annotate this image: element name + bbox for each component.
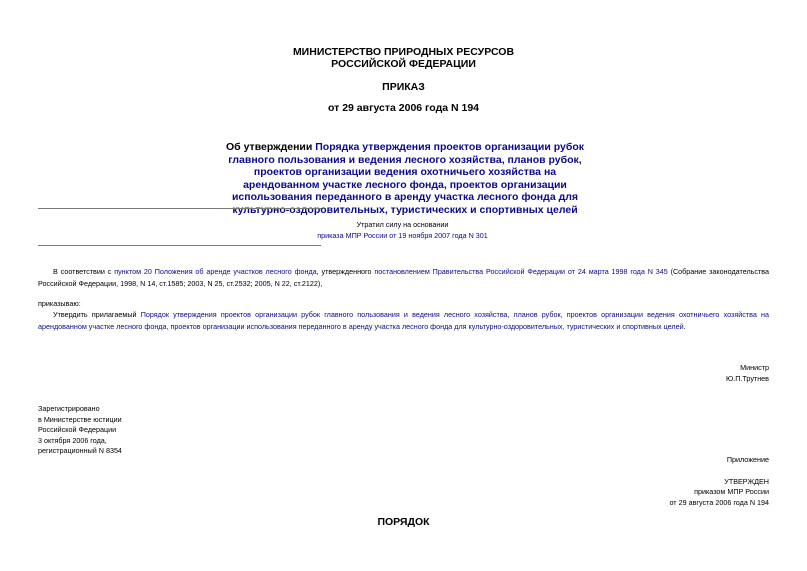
section-title: ПОРЯДОК [377,516,430,528]
signature-name: Ю.П.Трутнев [726,374,769,383]
divider-top [38,208,321,209]
status-link[interactable]: приказа МПР России от 19 ноября 2007 года N 301 [317,231,488,240]
preamble-text-3: (Собрание законодательства Российской Федерации, 1998, N 14, ст.1585; 2003, N 25, ст.2532; 2005, N 22, ст.2122), [38,267,770,288]
resolution-link-procedure[interactable]: Порядок утверждения проектов организации рубок главного пользования и ведения лесного хозяйства, планов рубок, проектов организации ведения охотничьего хозяйства на арендованном участке лесного фонда, проектов организации использования переданного в аренду участка лесного фонда для культурно-оздоровительных, туристических и спортивных целей [38,310,769,331]
resolution-paragraph [38,309,769,333]
resolution-text-2: . [683,322,686,331]
divider-bottom [38,245,321,246]
appendix-date: от 29 августа 2006 года N 194 [669,498,769,507]
ministry-line-1: МИНИСТЕРСТВО ПРИРОДНЫХ РЕСУРСОВ [292,46,515,58]
title-prefix: Об утверждении [226,141,316,153]
appendix-label: Приложение [726,455,769,464]
ministry-line-2: РОССИЙСКОЙ ФЕДЕРАЦИИ [331,58,476,70]
resolution-text-1: Утвердить прилагаемый [53,310,141,319]
doc-type: ПРИКАЗ [382,81,425,93]
signature-position: Министр [740,363,769,372]
registration-line-2: в Министерстве юстиции [38,415,122,424]
preamble-text-2: , утвержденного [316,267,375,276]
document-title [222,141,588,217]
preamble-paragraph [38,266,769,290]
appendix-approved: УТВЕРЖДЕН [724,477,769,486]
preamble-text-1: В соответствии с [53,267,115,276]
order-word: приказываю: [38,299,81,308]
registration-line-1: Зарегистрировано [38,404,100,413]
doc-date-number: от 29 августа 2006 года N 194 [327,102,480,114]
registration-line-3: Российской Федерации [38,425,117,434]
status-text: Утратил силу на основании [356,220,449,229]
preamble-link-resolution[interactable]: постановлением Правительства Российской Федерации от 24 марта 1998 года N 345 [374,267,668,276]
registration-line-4: 3 октября 2006 года, [38,436,107,445]
title-link[interactable]: Порядка утверждения проектов организации рубок главного пользования и ведения лесного хозяйства, планов рубок, проектов организации ведения охотничьего хозяйства на арендованном участке лесного фонда, проектов организации использования переданного в аренду участка лесного фонда для культурно-оздоровительных, туристических и спортивных целей [228,141,584,216]
appendix-by-order: приказом МПР России [694,487,769,496]
registration-line-5: регистрационный N 8354 [38,446,122,455]
preamble-link-regulation[interactable]: пунктом 20 Положения об аренде участков лесного фонда [114,267,317,276]
